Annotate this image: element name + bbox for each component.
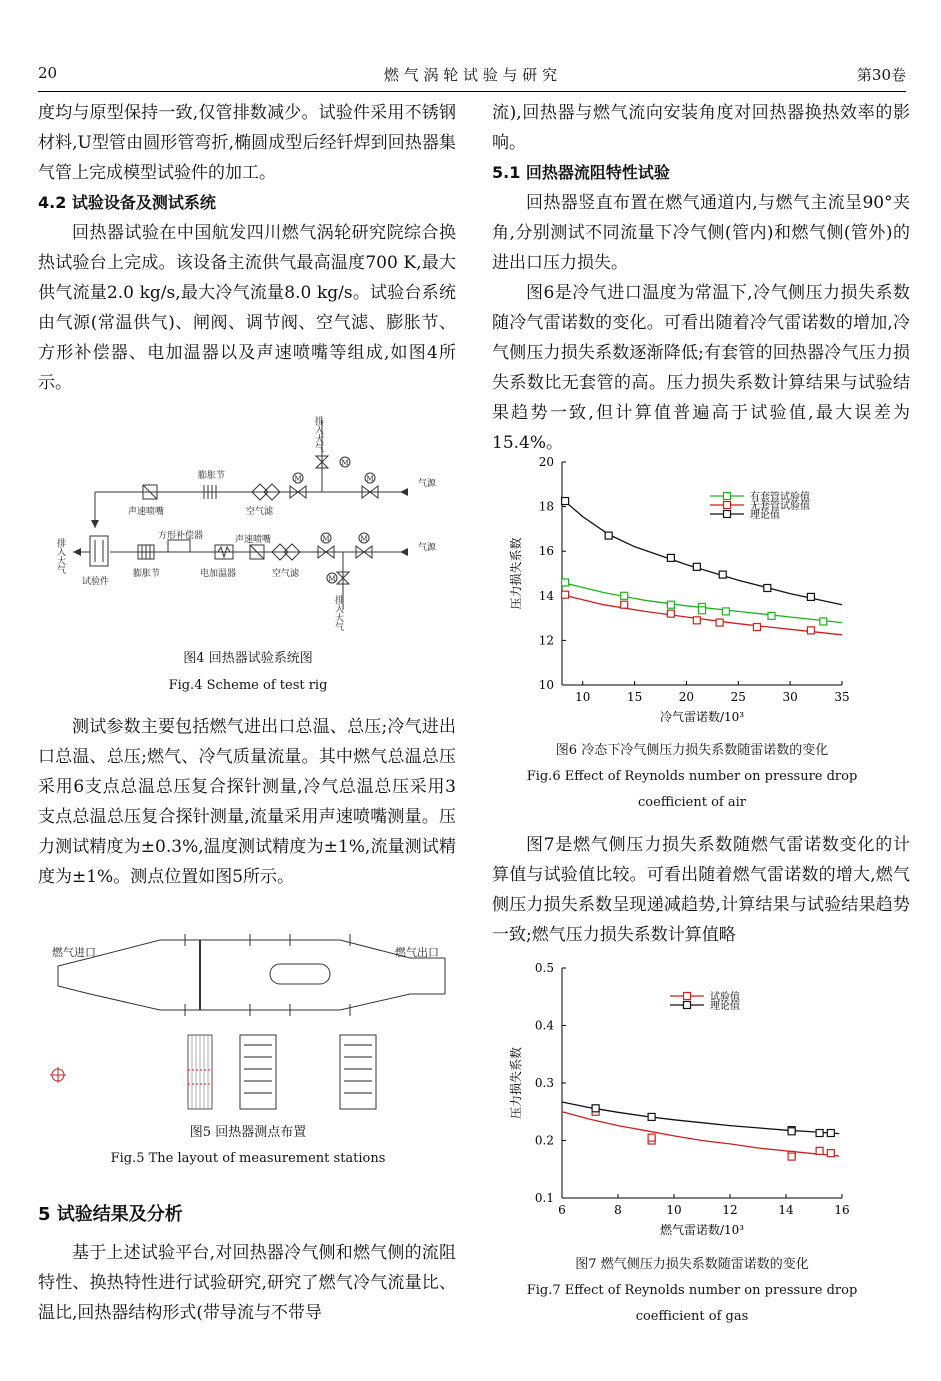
x-tick-label: 30 [782, 690, 798, 704]
fig4-exhaust-top-label: 排入大气 [313, 416, 323, 452]
data-point [648, 1113, 655, 1120]
left-paragraph-3: 测试参数主要包括燃气进出口总温、总压;冷气进出口总温、总压;燃气、冷气质量流量。其中燃气总温总压采用6支点总温总压复合探针测量,冷气总温总压采用3支点总温总压复合探针测量,流量采用声速喷嘴测量。压力测试精度为±0.3%,温度测试精度为±1%,流量测试精度为±1%。测点位置如图5所示。 [38, 717, 456, 887]
fig4-diagram [40, 400, 460, 645]
series-curve [562, 582, 842, 622]
fig4-exhaust-left-label: 排入大气 [55, 538, 65, 574]
left-column-bottom [38, 1200, 456, 1328]
legend-marker [724, 502, 731, 509]
legend-label: 理论值 [710, 1001, 740, 1012]
fig6-caption-en-line2: coefficient of air [638, 795, 746, 810]
y-tick-label: 0.5 [534, 961, 554, 975]
data-point [788, 1128, 795, 1135]
data-point [605, 532, 612, 539]
legend-label: 试验值 [710, 992, 740, 1003]
page-number: 20 [38, 64, 58, 82]
legend-marker [724, 511, 731, 518]
data-point [816, 1130, 823, 1137]
x-tick-label: 8 [614, 1203, 622, 1217]
legend-marker [684, 993, 691, 1000]
fig5-caption-cn: 图5 回热器测点布置 [189, 1125, 307, 1140]
legend-marker [684, 1002, 691, 1009]
fig4-caption-cn: 图4 回热器试验系统图 [183, 651, 313, 666]
y-axis-label: 压力损失系数 [509, 537, 523, 610]
fig4-air-filter-top-label: 空气滤 [246, 507, 274, 517]
data-point [693, 617, 700, 624]
data-point [562, 591, 569, 598]
data-point [699, 607, 706, 614]
fig5-diagram [40, 930, 460, 1115]
right-column-top [492, 98, 910, 458]
x-tick-label: 16 [834, 1203, 850, 1217]
fig7-chart [500, 958, 860, 1248]
y-tick-label: 0.4 [534, 1018, 554, 1033]
legend-label: 有套管试验值 [750, 492, 810, 503]
data-point [621, 592, 628, 599]
series-curve [562, 1112, 839, 1156]
y-tick-label: 14 [538, 588, 554, 603]
fig4-expansion-joint-bottom-label: 膨胀节 [133, 569, 161, 579]
right-paragraph-3: 图6是冷气进口温度为常温下,冷气侧压力损失系数随冷气雷诺数的变化。可看出随着冷气雷诺数的增加,冷气侧压力损失系数逐渐降低;有套管的回热器冷气压力损失系数比无套管的高。压力损失系数计算结果与试验结果趋势一致,但计算值普遍高于试验值,最大误差为15.4%。 [492, 283, 910, 453]
data-point [722, 608, 729, 615]
data-point [621, 601, 628, 608]
fig7-caption-en-line1: Fig.7 Effect of Reynolds number on pressure drop [526, 1283, 858, 1298]
x-tick-label: 35 [834, 690, 850, 704]
y-tick-label: 0.3 [534, 1076, 554, 1090]
volume-label: 第30卷 [856, 66, 906, 84]
x-tick-label: 14 [778, 1203, 794, 1217]
right-column-bottom [492, 830, 910, 950]
x-axis-label: 冷气雷诺数/10³ [659, 710, 745, 724]
fig4-sonic-nozzle-bottom-label: 声速喷嘴 [235, 535, 272, 545]
fig4-caption-en: Fig.4 Scheme of test rig [168, 678, 328, 693]
right-paragraph-1: 流),回热器与燃气流向安装角度对回热器换热效率的影响。 [492, 103, 910, 153]
journal-title: 燃 气 涡 轮 试 验 与 研 究 [383, 66, 558, 84]
data-point [827, 1130, 834, 1137]
x-tick-label: 25 [730, 690, 746, 704]
data-point [667, 601, 674, 608]
motor-icon: M [341, 459, 349, 467]
data-point [820, 618, 827, 625]
x-tick-label: 12 [722, 1203, 738, 1217]
left-column-middle [38, 712, 456, 892]
motor-icon: M [294, 475, 302, 483]
y-tick-label: 20 [538, 455, 554, 469]
data-point [788, 1153, 795, 1160]
x-axis-label: 燃气雷诺数/10³ [659, 1223, 745, 1237]
fig4-test-piece-label: 试验件 [82, 577, 110, 587]
fig4-exhaust-bottom-label: 排入大气 [333, 595, 343, 631]
x-tick-label: 10 [575, 690, 591, 704]
data-point [592, 1105, 599, 1112]
series-curve [562, 1102, 839, 1134]
fig4-gas-source-top-label: 气源 [418, 479, 437, 489]
fig6-caption-cn: 图6 冷态下冷气侧压力损失系数随雷诺数的变化 [555, 743, 829, 758]
fig4-sonic-nozzle-top-label: 声速喷嘴 [128, 507, 165, 517]
data-point [753, 624, 760, 631]
motor-icon: M [322, 535, 330, 543]
y-tick-label: 0.1 [534, 1191, 554, 1205]
x-tick-label: 10 [666, 1203, 682, 1217]
section-heading-5-1: 5.1 回热器流阻特性试验 [492, 163, 670, 182]
data-point [807, 593, 814, 600]
data-point [827, 1150, 834, 1157]
motor-icon: M [360, 535, 368, 543]
data-point [693, 563, 700, 570]
fig5-inlet-label: 燃气进口 [52, 946, 96, 959]
fig5-outlet-label: 燃气出口 [395, 946, 439, 959]
fig6-chart [500, 452, 860, 732]
left-column-top [38, 98, 456, 398]
legend-label: 无套管试验值 [750, 501, 810, 512]
left-paragraph-4: 基于上述试验平台,对回热器冷气侧和燃气侧的流阻特性、换热特性进行试验研究,研究了燃气冷气流量比、温比,回热器结构形式(带导流与不带导 [38, 1243, 456, 1323]
section-heading-5: 5 试验结果及分析 [38, 1204, 183, 1225]
series-curve [562, 595, 842, 635]
fig7-caption-en-line2: coefficient of gas [635, 1309, 749, 1324]
x-tick-label: 15 [626, 690, 643, 704]
fig7-caption-cn: 图7 燃气侧压力损失系数随雷诺数的变化 [575, 1257, 809, 1272]
y-tick-label: 16 [538, 544, 554, 559]
data-point [807, 627, 814, 634]
legend-marker [724, 493, 731, 500]
motor-icon: M [366, 475, 374, 483]
fig4-air-filter-bottom-label: 空气滤 [272, 569, 300, 579]
data-point [768, 612, 775, 619]
x-tick-label: 20 [678, 690, 695, 704]
fig4-expansion-joint-top-label: 膨胀节 [198, 471, 226, 481]
right-paragraph-4: 图7是燃气侧压力损失系数随燃气雷诺数变化的计算值与试验值比较。可看出随着燃气雷诺数的增大,燃气侧压力损失系数呈现递减趋势,计算结果与试验结果趋势一致;燃气压力损失系数计算值略 [492, 835, 910, 945]
data-point [716, 619, 723, 626]
data-point [562, 498, 569, 505]
legend-label: 理论值 [750, 510, 780, 521]
data-point [816, 1147, 823, 1154]
data-point [667, 554, 674, 561]
header-rule [38, 91, 906, 92]
fig4-gas-source-bottom-label: 气源 [418, 543, 437, 553]
data-point [562, 579, 569, 586]
data-point [719, 571, 726, 578]
y-tick-label: 0.2 [534, 1133, 554, 1148]
data-point [667, 610, 674, 617]
left-paragraph-1: 度均与原型保持一致,仅管排数减少。试验件采用不锈钢材料,U型管由圆形管弯折,椭圆成型后经钎焊到回热器集气管上完成模型试验件的加工。 [38, 103, 456, 183]
y-tick-label: 18 [538, 499, 554, 514]
fig4-electric-heater-label: 电加温器 [200, 569, 237, 579]
motor-icon: M [328, 575, 336, 583]
data-point [764, 584, 771, 591]
y-tick-label: 12 [538, 633, 554, 648]
data-point [648, 1134, 655, 1141]
fig5-caption-en: Fig.5 The layout of measurement stations [110, 1151, 386, 1166]
fig4-square-compensator-label: 方形补偿器 [158, 531, 204, 541]
left-paragraph-2: 回热器试验在中国航发四川燃气涡轮研究院综合换热试验台上完成。该设备主流供气最高温度700 K,最大供气流量2.0 kg/s,最大冷气流量8.0 kg/s。试验台系统由气源(常温供气)、闸阀、调节阀、空气滤、膨胀节、方形补偿器、电加温器以及声速喷嘴等组成,如图4所示。 [38, 223, 456, 393]
x-tick-label: 6 [558, 1203, 566, 1217]
y-tick-label: 10 [538, 678, 554, 692]
section-heading-4-2: 4.2 试验设备及测试系统 [38, 193, 216, 212]
fig6-caption-en-line1: Fig.6 Effect of Reynolds number on pressure drop [526, 769, 858, 784]
right-paragraph-2: 回热器竖直布置在燃气通道内,与燃气主流呈90°夹角,分别测试不同流量下冷气侧(管内)和燃气侧(管外)的进出口压力损失。 [492, 193, 910, 273]
y-axis-label: 压力损失系数 [509, 1046, 523, 1120]
series-curve [562, 499, 842, 605]
